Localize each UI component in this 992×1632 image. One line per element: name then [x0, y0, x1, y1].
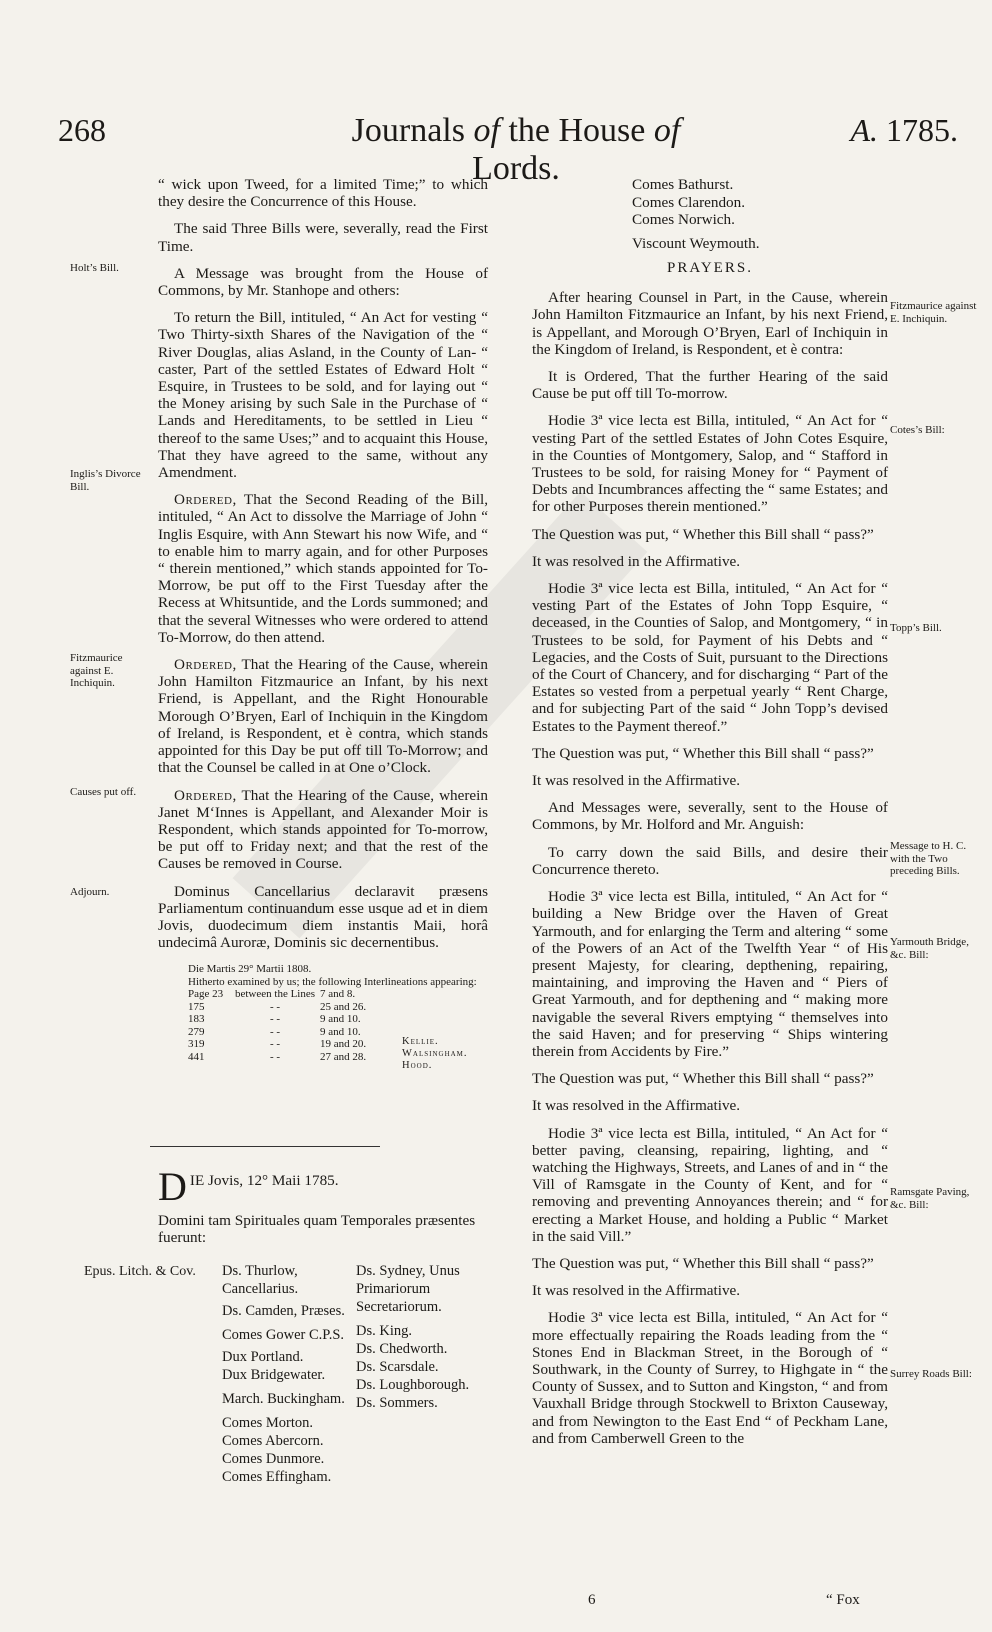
margin-note-message: Message to H. C. with the Two preceding Bills.: [890, 840, 967, 877]
resolution: It was resolved in the Affirmative.: [532, 1282, 741, 1300]
cert-text: Hitherto examined by us; the following Interlineations appearing:: [188, 975, 477, 988]
left-para-6: Ordered, That the Hearing of the Cause, wherein John Hamilton Fitzmaurice an Infant, by his next Friend, is Appellant, and the Right Honourable Morough O’Bryen, Earl of Inchiquin in the Kingdom of Ireland, is Respondent, et è contra, which stands appointed for this Day be put off till To-Morrow; and that the Counsel be called in at One o’Clock.: [158, 656, 488, 777]
lord-entry: Ds. King.: [356, 1323, 412, 1339]
margin-note-causes: Causes put off.: [70, 786, 137, 798]
right-para-7: Hodie 3ª vice lecta est Billa, intituled, “ An Act for “ building a New Bridge over the Haven of Great Yarmouth, and for enlarging the Term and altering “ some of the Powers of an Act of the Twelfth Year “ of His present Majesty, for clearing, depthening, repairing, maintaining, and improving the Haven and “ Piers of Great Yarmouth, and for depthening and “ making more navigable the several Rivers emptying “ themselves into the said Haven; and for preserving “ Ships wintering therein from Accidents by Fire.”: [532, 888, 888, 1060]
right-para-6: To carry down the said Bills, and desire their Concurrence thereto.: [532, 843, 888, 878]
lord-entry: Ds. Scarsdale.: [356, 1359, 439, 1375]
left-para-5: Ordered, That the Second Reading of the Bill, intituled, “ An Act to dissolve the Marriage of John “ Inglis Esquire, with Ann Stewart his now Wife, and “ to enable him to marry again, and for other Purposes “ therein mentioned,” which stands appointed for To-Morrow, be put off to the First Tuesday after the Recess at Whitsuntide, and the Lords summoned; and that the several Witnesses who were ordered to attend To-Morrow, do then attend.: [158, 491, 488, 646]
resolution: It was resolved in the Affirmative.: [532, 552, 741, 570]
margin-note-surrey: Surrey Roads Bill:: [890, 1368, 972, 1380]
attendance-continued: [632, 176, 888, 252]
section-divider: [150, 1146, 380, 1147]
lord-entry: Viscount Weymouth.: [632, 234, 760, 252]
cert-row: 183 - - 9 and 10.: [188, 1013, 361, 1026]
day-date: IE Jovis, 12° Maii 1785.: [189, 1172, 339, 1189]
cert-signers: Kellie. Walsingham. Hood.: [402, 1036, 468, 1071]
page-number: 268: [58, 112, 106, 148]
lord-entry: March. Buckingham.: [222, 1391, 345, 1407]
margin-note-topp: Topp’s Bill.: [890, 622, 942, 634]
left-column: [158, 176, 488, 1063]
right-para-9: Hodie 3ª vice lecta est Billa, intituled, “ An Act for “ more effectually repairing the Roads leading from the “ Stones End in Blackman Street, in the Borough of “ Southwark, in the County of Surrey, to Highgate in “ the County of Sussex, and to Sutton and Kingston, “ and from Vauxhall Bridge through Stockwell to Brixton Causeway, and from Newington to the East End “ of Peckham Lane, and from Camberwell Green to the: [532, 1309, 888, 1447]
lord-entry: Ds. Thurlow, Cancellarius.: [222, 1263, 299, 1297]
lord-entry: Ds. Loughborough.: [356, 1377, 470, 1393]
question-put: The Question was put, “ Whether this Bill shall “ pass?”: [532, 525, 874, 543]
margin-note-cotes: Cotes’s Bill:: [890, 424, 945, 436]
margin-note-inglis: Inglis’s Divorce Bill.: [70, 468, 141, 493]
question-put: The Question was put, “ Whether this Bill shall “ pass?”: [532, 744, 874, 762]
left-para-8: Dominus Cancellarius declaravit præsens Parliamentum continuandum esse usque ad et in diem Jovis, duodecimum diem instantis Maii, horâ undecimâ Auroræ, Dominis sic decernentibus.: [158, 882, 488, 952]
margin-note-holt: Holt’s Bill.: [70, 262, 119, 274]
lord-entry: Comes Morton.: [222, 1415, 314, 1431]
left-para-3: A Message was brought from the House of Commons, by Mr. Stanhope and others:: [158, 264, 488, 300]
lord-entry: Dux Portland.: [222, 1349, 304, 1365]
lord-entry: Comes Gower C.P.S.: [222, 1327, 345, 1343]
catchword: “ Fox: [826, 1592, 860, 1608]
signature-mark: 6: [588, 1592, 596, 1608]
margin-note-yarmouth: Yarmouth Bridge, &c. Bill:: [890, 936, 969, 961]
year: A. 1785.: [850, 112, 958, 148]
left-para-1: “ wick upon Tweed, for a limited Time;” to which they desire the Concurrence of this House.: [158, 176, 488, 211]
lord-entry: Ds. Camden, Præses.: [222, 1303, 345, 1319]
lord-entry: Ds. Chedworth.: [356, 1341, 448, 1357]
margin-note-adjourn: Adjourn.: [70, 886, 110, 898]
day-heading: [158, 1164, 498, 1247]
left-para-2: The said Three Bills were, severally, read the First Time.: [158, 220, 488, 255]
lord-entry: Ds. Sydney, Unus Primariorum Secretariorum.: [356, 1263, 460, 1315]
cert-row: 175 - - 25 and 26.: [188, 1000, 367, 1013]
left-para-4: To return the Bill, intituled, “ An Act for vesting “ Two Thirty-sixth Shares of the Navigation of the “ River Douglas, alias Asland, in the County of Lan- “ caster, Part of the settled Estates of Edward Holt “ Esquire, in Trustees to be sold, and for laying out “ the Money arising by such Sale in the Purchase of “ Lands and Hereditaments, to be settled in Lieu “ thereof to the same Uses;” and to acquaint this House, That they have agreed to the same, without any Amendment.: [158, 309, 488, 482]
lord-entry: Dux Bridgewater.: [222, 1367, 326, 1383]
resolution: It was resolved in the Affirmative.: [532, 1097, 741, 1115]
bishop-entry: Epus. Litch. & Cov.: [84, 1264, 196, 1279]
lord-entry: Comes Norwich.: [632, 211, 735, 228]
margin-note-ramsgate: Ramsgate Paving, &c. Bill:: [890, 1186, 970, 1211]
right-para-8: Hodie 3ª vice lecta est Billa, intituled, “ An Act for “ better paving, cleansing, repairing, lighting, and “ watching the Highways, Streets, and Lanes of and in “ the Vill of Ramsgate in the County of Kent, and for “ removing and preventing Annoyances therein; and “ for erecting a Market House, and holding a Public “ Market in the said Vill.”: [532, 1124, 888, 1245]
lord-entry: Comes Dunmore.: [222, 1451, 325, 1467]
right-para-5: And Messages were, severally, sent to the House of Commons, by Mr. Holford and Mr. Anguish:: [532, 799, 888, 834]
day-attendance: Domini tam Spirituales quam Temporales præsentes fuerunt:: [158, 1212, 476, 1247]
right-para-4: Hodie 3ª vice lecta est Billa, intituled, “ An Act for “ vesting Part of the Estates of John Topp Esquire, “ deceased, in the Counties of Salop, and Montgomery, “ in Trustees to be sold, for Payment of his Debts and “ Legacies, and the Costs of Suit, pursuant to the Directions of the Court of Chancery, and for discharging “ Part of the Estates so vested from a perpetual yearly “ Rent Charge, and for subjecting Part of the said “ John Topp’s devised Estates to the Payment thereof.”: [532, 580, 888, 735]
cert-row: 279 - - 9 and 10.: [188, 1025, 361, 1038]
margin-note-fitzmaurice-r: Fitzmaurice against E. Inchiquin.: [890, 300, 977, 325]
lord-entry: Ds. Sommers.: [356, 1395, 438, 1411]
lords-list-1: [222, 1262, 350, 1486]
resolution: It was resolved in the Affirmative.: [532, 772, 741, 790]
question-put: The Question was put, “ Whether this Bill shall “ pass?”: [532, 1070, 874, 1088]
lord-entry: Comes Bathurst.: [632, 176, 734, 193]
question-put: The Question was put, “ Whether this Bill shall “ pass?”: [532, 1254, 874, 1272]
lord-entry: Comes Effingham.: [222, 1469, 332, 1485]
lords-list-2: [356, 1262, 506, 1412]
lord-entry: Comes Abercorn.: [222, 1433, 324, 1449]
right-column: [532, 176, 888, 1457]
cert-row: 441 - - 27 and 28.: [188, 1050, 367, 1063]
right-para-1: After hearing Counsel in Part, in the Cause, wherein John Hamilton Fitzmaurice an Infant, by his next Friend, is Appellant, and Morough O’Bryen, Earl of Inchiquin in the Kingdom of Ireland, is Respondent, et è contra:: [532, 289, 888, 358]
lord-entry: Comes Clarendon.: [632, 193, 746, 211]
right-para-2: It is Ordered, That the further Hearing of the said Cause be put off till To-morrow.: [532, 368, 888, 403]
cert-row: 319 - - 19 and 20.: [188, 1038, 367, 1051]
journal-title: Journals of the House of Lords.: [351, 112, 681, 187]
drop-cap: D: [158, 1164, 187, 1209]
cert-date: Die Martis 29° Martii 1808.: [188, 963, 312, 976]
cert-row: Page 23 between the Lines 7 and 8.: [188, 988, 356, 1001]
left-para-7: Ordered, That the Hearing of the Cause, wherein Janet M‘Innes is Appellant, and Alexander Moir is Respondent, which stands appointed for To-morrow, be put off to Friday next; and that the rest of the Causes be removed in Course.: [158, 786, 488, 873]
prayers-heading: PRAYERS.: [667, 260, 753, 276]
margin-note-fitzmaurice: Fitzmaurice against E. Inchiquin.: [70, 652, 123, 689]
right-para-3: Hodie 3ª vice lecta est Billa, intituled, “ An Act for “ vesting Part of the settled Estates of John Cotes Esquire, in the Counties of Montgomery, Salop, and “ Stafford in Trustees to be sold, for raising Money for “ Payment of Debts and Incumbrances affecting the “ same Estates; and for other Purposes therein mentioned.”: [532, 412, 888, 516]
